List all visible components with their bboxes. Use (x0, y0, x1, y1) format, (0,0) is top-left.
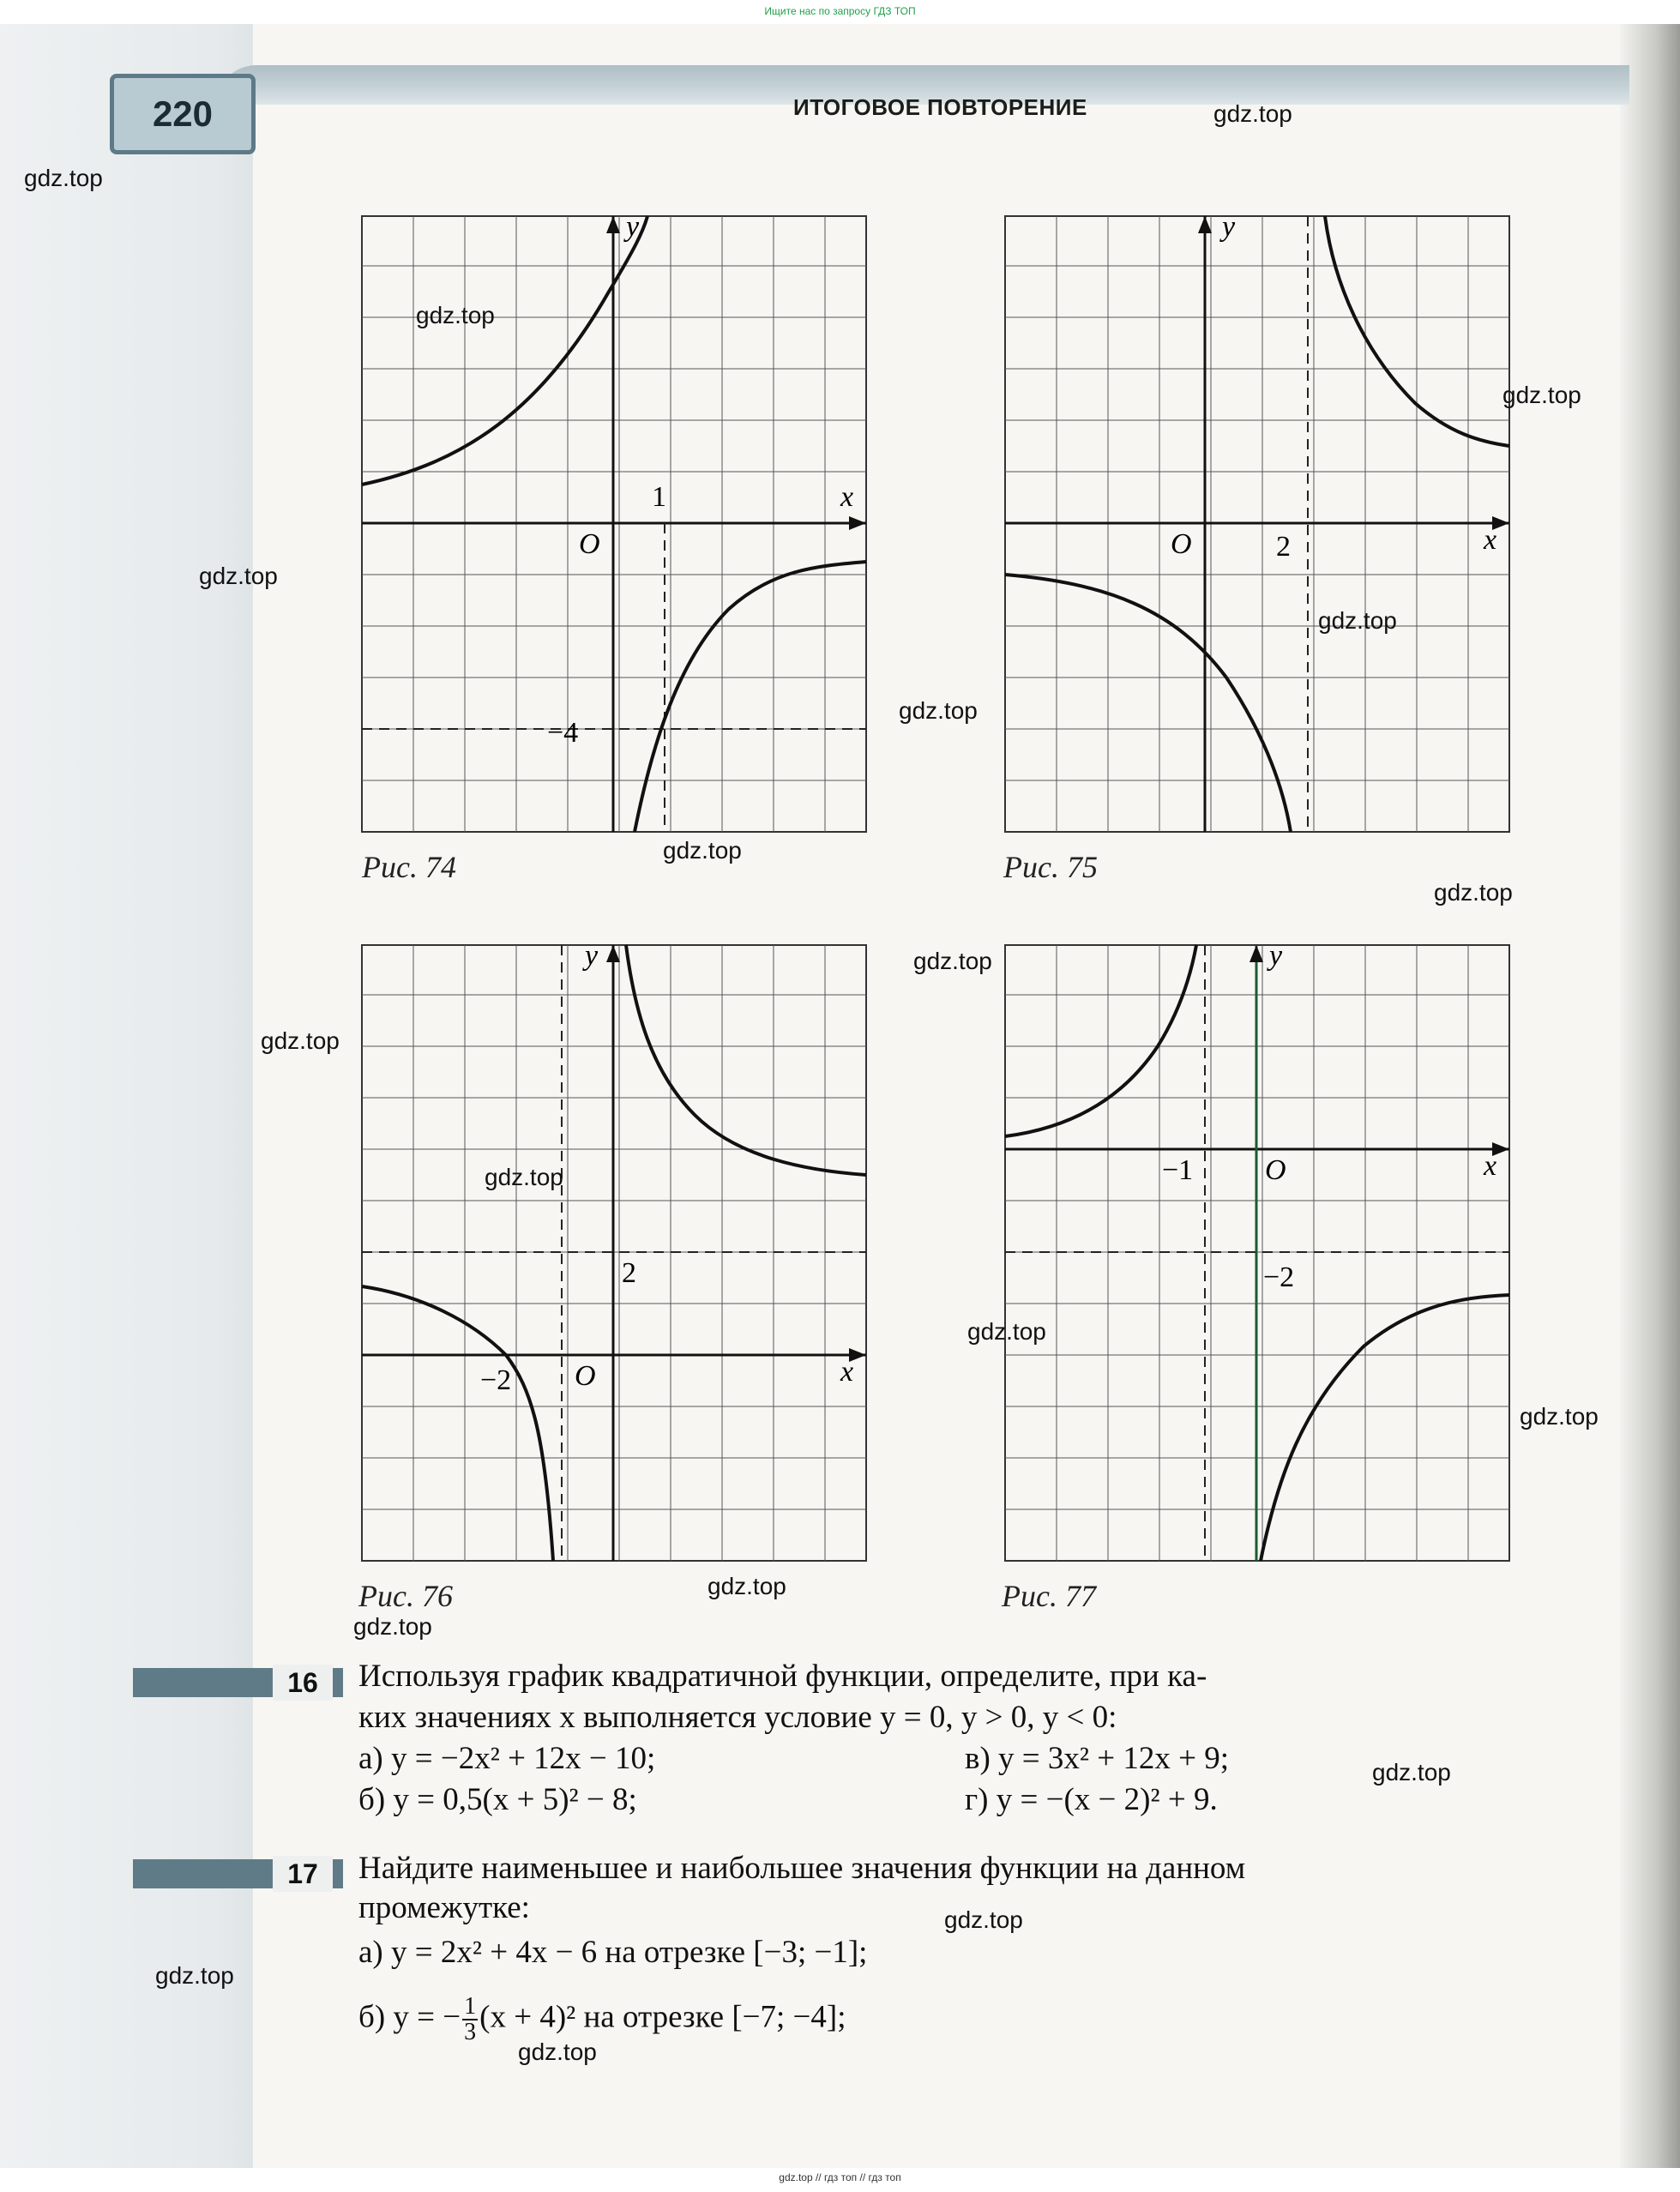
task-17-line-2: промежутке: (358, 1890, 530, 1925)
caption-fig-76: Рис. 76 (358, 1579, 453, 1613)
x-label: x (840, 481, 854, 513)
top-note: Ищите нас по запросу ГДЗ ТОП (764, 5, 916, 17)
section-title: ИТОГОВОЕ ПОВТОРЕНИЕ (793, 94, 1087, 120)
watermark: gdz.top (913, 948, 992, 974)
curve-left-branch (362, 1286, 553, 1561)
fraction-numerator: 1 (464, 1993, 477, 2020)
figure-76 (360, 943, 875, 1578)
tick-minus-4: −4 (547, 717, 579, 749)
task-17-line-1: Найдите наименьшее и наибольшее значения функции на данном (358, 1851, 1246, 1886)
watermark: gdz.top (485, 1164, 563, 1190)
figure-75-graph (1003, 214, 1518, 845)
watermark: gdz.top (1434, 879, 1513, 906)
curve-lower-branch (635, 562, 866, 832)
watermark: gdz.top (708, 1573, 786, 1599)
task-16-line-2: ких значениях x выполняется условие y = 0, y > 0, y < 0: (358, 1700, 1117, 1735)
watermark: gdz.top (1520, 1403, 1599, 1430)
task-16-item-g: г) y = −(x − 2)² + 9. (965, 1782, 1218, 1817)
watermark: gdz.top (663, 837, 742, 864)
watermark: gdz.top (1213, 100, 1292, 127)
x-label: x (1484, 524, 1497, 556)
x-label: x (1484, 1150, 1497, 1182)
task-16-item-b: б) y = 0,5(x + 5)² − 8; (358, 1782, 637, 1817)
tick-minus-1: −1 (1162, 1154, 1194, 1186)
watermark: gdz.top (24, 165, 103, 191)
y-label: y (1222, 214, 1236, 243)
tick-2: 2 (622, 1257, 636, 1289)
task-16-number: 16 (273, 1665, 333, 1701)
task-16-item-a: а) y = −2x² + 12x − 10; (358, 1741, 656, 1776)
watermark: gdz.top (199, 563, 278, 589)
task-17-item-b-prefix: б) y = − (358, 1999, 461, 2035)
figure-77 (1003, 943, 1518, 1578)
watermark: gdz.top (1502, 382, 1581, 408)
watermark: gdz.top (944, 1906, 1023, 1933)
tick-minus-2: −2 (1263, 1262, 1295, 1293)
watermark: gdz.top (416, 302, 495, 328)
watermark: gdz.top (1318, 607, 1397, 634)
figure-77-graph (1003, 943, 1518, 1574)
task-16-line-1: Используя график квадратичной функции, определите, при ка- (358, 1659, 1207, 1694)
x-label: x (840, 1356, 854, 1388)
caption-fig-75: Рис. 75 (1003, 850, 1098, 884)
origin-label: O (1171, 528, 1192, 560)
watermark: gdz.top (899, 697, 978, 724)
page-number: 220 (110, 74, 256, 154)
origin-label: O (1265, 1154, 1286, 1186)
task-17-item-b-suffix: (x + 4)² на отрезке [−7; −4]; (479, 1999, 846, 2035)
curve-right-branch (626, 945, 866, 1175)
watermark: gdz.top (261, 1027, 340, 1054)
page-spine-shadow (1620, 24, 1680, 2168)
curve-upper-branch (362, 216, 647, 485)
y-label: y (1269, 943, 1283, 972)
curve-left-branch (1005, 945, 1196, 1136)
task-16-item-v: в) y = 3x² + 12x + 9; (965, 1741, 1230, 1776)
caption-fig-77: Рис. 77 (1002, 1579, 1096, 1613)
origin-label: O (579, 528, 600, 560)
task-17-item-b (358, 1995, 846, 2044)
y-label: y (585, 943, 599, 972)
watermark: gdz.top (155, 1962, 234, 1989)
page-left-band (0, 24, 253, 2168)
tick-1: 1 (652, 481, 666, 513)
origin-label: O (575, 1360, 596, 1392)
watermark: gdz.top (967, 1318, 1046, 1345)
y-label: y (626, 214, 640, 243)
watermark: gdz.top (353, 1613, 432, 1640)
bottom-note: gdz.top // гдз топ // гдз топ (779, 2171, 901, 2183)
figure-75 (1003, 214, 1518, 849)
caption-fig-74: Рис. 74 (362, 850, 456, 884)
figure-76-graph (360, 943, 875, 1574)
task-17-number: 17 (273, 1856, 333, 1892)
fraction-one-third (462, 1995, 478, 2044)
curve-left-branch (1005, 575, 1291, 832)
watermark: gdz.top (1372, 1759, 1451, 1786)
fraction-denominator: 3 (464, 2019, 477, 2045)
tick-2: 2 (1276, 531, 1291, 563)
watermark: gdz.top (518, 2038, 597, 2065)
tick-minus-2: −2 (480, 1364, 512, 1396)
curve-right-branch (1261, 1295, 1509, 1561)
task-17-item-a: а) y = 2x² + 4x − 6 на отрезке [−3; −1]; (358, 1935, 868, 1970)
